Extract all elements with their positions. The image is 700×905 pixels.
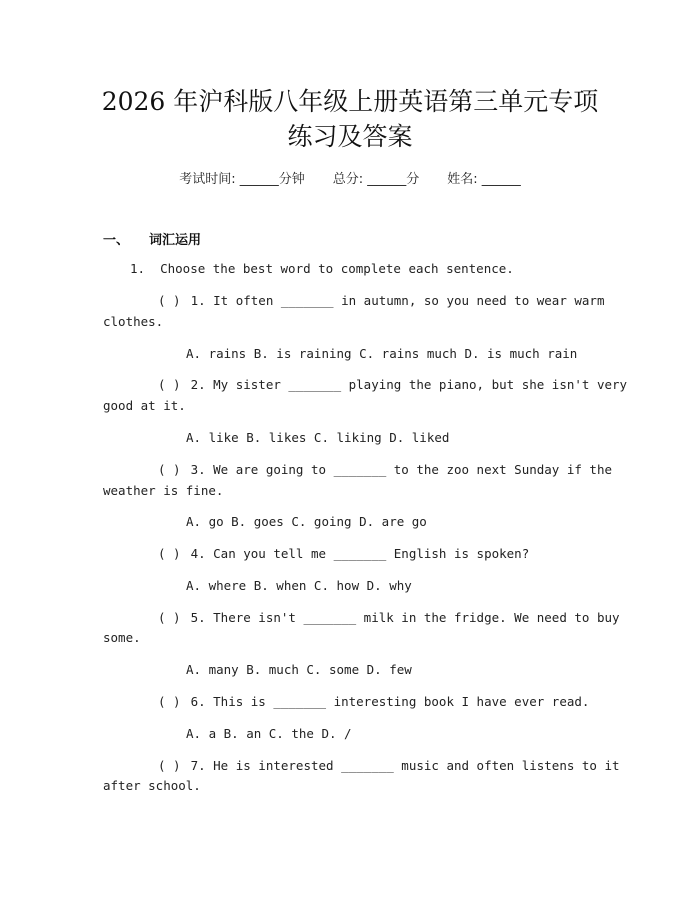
section-title: 词汇运用	[149, 233, 202, 248]
document-title-line-1: 2026 年沪科版八年级上册英语第三单元专项	[101, 87, 599, 116]
question-1-options: A. rains B. is raining C. rains much D. is much rain	[186, 346, 578, 361]
question-5-stem-cont: some.	[103, 630, 141, 645]
question-5-stem: ( ) 5. There isn't _______ milk in the fridge. We need to buy	[158, 610, 620, 625]
question-2-stem-cont: good at it.	[103, 398, 186, 413]
section-heading	[103, 229, 201, 248]
question-1-stem-cont: clothes.	[103, 314, 164, 329]
question-6-stem: ( ) 6. This is _______ interesting book I have ever read.	[158, 694, 590, 709]
question-2-stem: ( ) 2. My sister _______ playing the piano, but she isn't very	[158, 377, 628, 392]
question-7-stem-cont: after school.	[103, 778, 201, 793]
document-title-line-2: 练习及答案	[287, 122, 413, 151]
question-3-options: A. go B. goes C. going D. are go	[186, 514, 427, 529]
answer-paren[interactable]: ( )	[158, 694, 181, 709]
question-6-options: A. a B. an C. the D. /	[186, 726, 352, 741]
exam-meta	[0, 168, 700, 187]
question-4-stem: ( ) 4. Can you tell me _______ English is spoken?	[158, 546, 530, 561]
question-3-stem-cont: weather is fine.	[103, 483, 224, 498]
exam-time: 考试时间: ______分钟	[179, 172, 305, 187]
question-5-options: A. many B. much C. some D. few	[186, 662, 412, 677]
section-number: 一、	[103, 233, 130, 248]
answer-paren[interactable]: ( )	[158, 758, 181, 773]
answer-paren[interactable]: ( )	[158, 462, 181, 477]
answer-paren[interactable]: ( )	[158, 546, 181, 561]
answer-paren[interactable]: ( )	[158, 377, 181, 392]
question-4-options: A. where B. when C. how D. why	[186, 578, 412, 593]
answer-paren[interactable]: ( )	[158, 610, 181, 625]
question-3-stem: ( ) 3. We are going to _______ to the zoo next Sunday if the	[158, 462, 613, 477]
student-name: 姓名: ______	[447, 172, 521, 187]
instruction-text: 1. Choose the best word to complete each sentence.	[130, 261, 514, 276]
exam-total-score: 总分: ______分	[332, 172, 420, 187]
question-2-options: A. like B. likes C. liking D. liked	[186, 430, 450, 445]
question-1-stem: ( ) 1. It often _______ in autumn, so you need to wear warm	[158, 293, 605, 308]
question-7-stem: ( ) 7. He is interested _______ music and often listens to it	[158, 758, 620, 773]
answer-paren[interactable]: ( )	[158, 293, 181, 308]
